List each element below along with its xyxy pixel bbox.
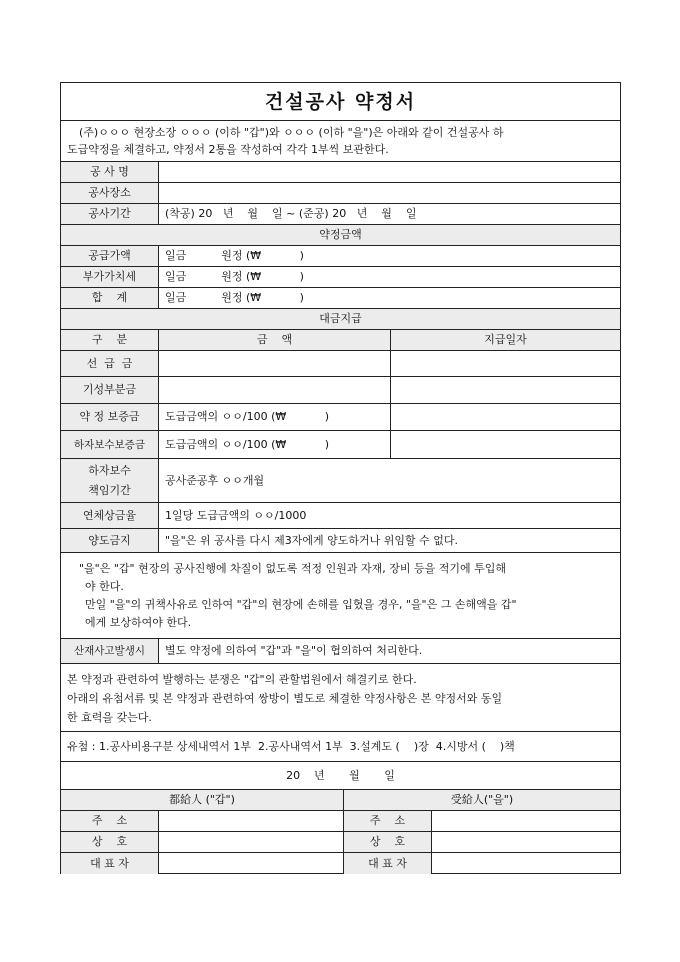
project-period-field[interactable]: (착공) 20 년 월 일 ~ (준공) 20 년 월 일 bbox=[158, 204, 620, 224]
advance-date-field[interactable] bbox=[390, 351, 620, 376]
late-penalty-row bbox=[61, 503, 620, 529]
advance-row bbox=[61, 351, 620, 377]
total-label: 합 계 bbox=[61, 288, 158, 308]
contractor-company-label: 상 호 bbox=[61, 832, 158, 852]
disputes-row bbox=[61, 664, 620, 732]
supply-amount-row bbox=[61, 246, 620, 267]
title-row bbox=[61, 83, 620, 121]
intro-paragraph bbox=[67, 124, 614, 158]
project-name-label: 공 사 명 bbox=[61, 162, 158, 182]
defect-bond-row bbox=[61, 431, 620, 459]
attachments-text: 유첨 : 1.공사비용구분 상세내역서 1부 2.공사내역서 1부 3.설계도 ( )장 4.시방서 ( )책 bbox=[67, 739, 515, 753]
disputes-paragraph bbox=[67, 670, 614, 727]
project-site-label: 공사장소 bbox=[61, 183, 158, 203]
intro-row bbox=[61, 121, 620, 162]
total-row bbox=[61, 288, 620, 309]
vat-label: 부가가치세 bbox=[61, 267, 158, 287]
project-site-field[interactable] bbox=[158, 183, 620, 203]
transfer-ban-label: 양도금지 bbox=[61, 529, 158, 552]
advance-amount-field[interactable] bbox=[158, 351, 390, 376]
late-penalty-label: 연체상금율 bbox=[61, 503, 158, 528]
parties-header-row bbox=[61, 790, 620, 811]
project-period-row bbox=[61, 204, 620, 225]
payment-col-amount: 금 액 bbox=[158, 330, 390, 350]
intro-line-1: (주)ㅇㅇㅇ 현장소장 ㅇㅇㅇ (이하 "갑")와 ㅇㅇㅇ (이하 "을")은 아래와 같이 건설공사 하 bbox=[79, 126, 504, 139]
subcontractor-representative-label: 대 표 자 bbox=[343, 853, 431, 874]
document-title: 건설공사 약정서 bbox=[264, 90, 417, 113]
obligations-line-4: 에게 보상하여야 한다. bbox=[85, 616, 192, 629]
payment-columns-row bbox=[61, 330, 620, 351]
subcontractor-company-label: 상 호 bbox=[343, 832, 431, 852]
disputes-line-2: 아래의 유첨서류 및 본 약정과 관련하여 쌍방이 별도로 체결한 약정사항은 본 약정서와 동일 bbox=[67, 692, 503, 705]
warranty-row bbox=[61, 459, 620, 503]
address-row bbox=[61, 811, 620, 832]
accident-row bbox=[61, 639, 620, 664]
warranty-label bbox=[61, 459, 158, 502]
defect-bond-label: 하자보수보증금 bbox=[61, 431, 158, 458]
late-penalty-field[interactable]: 1일당 도급금액의 ㅇㅇ/1000 bbox=[158, 503, 620, 528]
contractor-representative-label: 대 표 자 bbox=[61, 853, 158, 874]
contract-bond-field[interactable]: 도급금액의 ㅇㅇ/100 (₩ ) bbox=[158, 404, 390, 430]
payment-header: 대금지급 bbox=[61, 309, 620, 329]
obligations-paragraph bbox=[67, 560, 614, 632]
representative-row bbox=[61, 853, 620, 874]
obligations-line-3: 만일 "을"의 귀책사유로 인하여 "갑"의 현장에 손해를 입혔을 경우, "을"은 그 손해액을 갑" bbox=[85, 598, 517, 611]
contractor-header: 都給人 ("갑") bbox=[61, 790, 343, 810]
project-site-row bbox=[61, 183, 620, 204]
transfer-ban-row bbox=[61, 529, 620, 553]
company-row bbox=[61, 832, 620, 853]
transfer-ban-text: "을"은 위 공사를 다시 제3자에게 양도하거나 위임할 수 없다. bbox=[158, 529, 620, 552]
contractor-representative-field[interactable] bbox=[158, 853, 343, 874]
supply-amount-label: 공급가액 bbox=[61, 246, 158, 266]
obligations-line-2: 야 한다. bbox=[85, 580, 124, 593]
date-row bbox=[61, 762, 620, 790]
payment-col-kind: 구 분 bbox=[61, 330, 158, 350]
contractor-address-label: 주 소 bbox=[61, 811, 158, 831]
supply-amount-field[interactable]: 일금 원정 (₩ ) bbox=[158, 246, 620, 266]
contractor-address-field[interactable] bbox=[158, 811, 343, 831]
subcontractor-address-label: 주 소 bbox=[343, 811, 431, 831]
subcontractor-header: 受給人("을") bbox=[343, 790, 620, 810]
disputes-line-3: 한 효력을 갖는다. bbox=[67, 711, 152, 724]
accident-label: 산재사고발생시 bbox=[61, 639, 158, 663]
contract-bond-empty bbox=[390, 404, 620, 430]
contract-amount-header-row bbox=[61, 225, 620, 246]
contract-bond-label: 약 정 보증금 bbox=[61, 404, 158, 430]
defect-bond-field[interactable]: 도급금액의 ㅇㅇ/100 (₩ ) bbox=[158, 431, 390, 458]
payment-header-row bbox=[61, 309, 620, 330]
payment-col-date: 지급일자 bbox=[390, 330, 620, 350]
total-field[interactable]: 일금 원정 (₩ ) bbox=[158, 288, 620, 308]
obligations-row bbox=[61, 553, 620, 639]
subcontractor-company-field[interactable] bbox=[431, 832, 620, 852]
contract-form bbox=[60, 82, 621, 874]
warranty-label-line-1: 하자보수 bbox=[88, 463, 131, 477]
progress-payment-row bbox=[61, 377, 620, 404]
contract-bond-row bbox=[61, 404, 620, 431]
accident-text: 별도 약정에 의하여 "갑"과 "을"이 협의하여 처리한다. bbox=[158, 639, 620, 663]
project-name-row bbox=[61, 162, 620, 183]
attachments-row bbox=[61, 732, 620, 762]
defect-bond-empty bbox=[390, 431, 620, 458]
project-name-field[interactable] bbox=[158, 162, 620, 182]
vat-row bbox=[61, 267, 620, 288]
contractor-company-field[interactable] bbox=[158, 832, 343, 852]
warranty-field[interactable]: 공사준공후 ㅇㅇ개월 bbox=[158, 459, 620, 502]
obligations-line-1: "을"은 "갑" 현장의 공사진행에 차질이 없도록 적정 인원과 자재, 장비 등을 적기에 투입해 bbox=[79, 562, 506, 575]
warranty-label-line-2: 책임기간 bbox=[88, 483, 131, 497]
intro-line-2: 도급약정을 체결하고, 약정서 2통을 작성하여 각각 1부씩 보관한다. bbox=[67, 143, 389, 156]
progress-payment-label: 기성부분금 bbox=[61, 377, 158, 403]
disputes-line-1: 본 약정과 관련하여 발행하는 분쟁은 "갑"의 관할법원에서 해결키로 한다. bbox=[67, 673, 417, 686]
project-period-label: 공사기간 bbox=[61, 204, 158, 224]
signing-date[interactable]: 20 년 월 일 bbox=[286, 768, 395, 782]
vat-field[interactable]: 일금 원정 (₩ ) bbox=[158, 267, 620, 287]
subcontractor-representative-field[interactable] bbox=[431, 853, 620, 874]
subcontractor-address-field[interactable] bbox=[431, 811, 620, 831]
progress-amount-field[interactable] bbox=[158, 377, 390, 403]
advance-label: 선 급 금 bbox=[61, 351, 158, 376]
contract-amount-header: 약정금액 bbox=[61, 225, 620, 245]
progress-date-field[interactable] bbox=[390, 377, 620, 403]
